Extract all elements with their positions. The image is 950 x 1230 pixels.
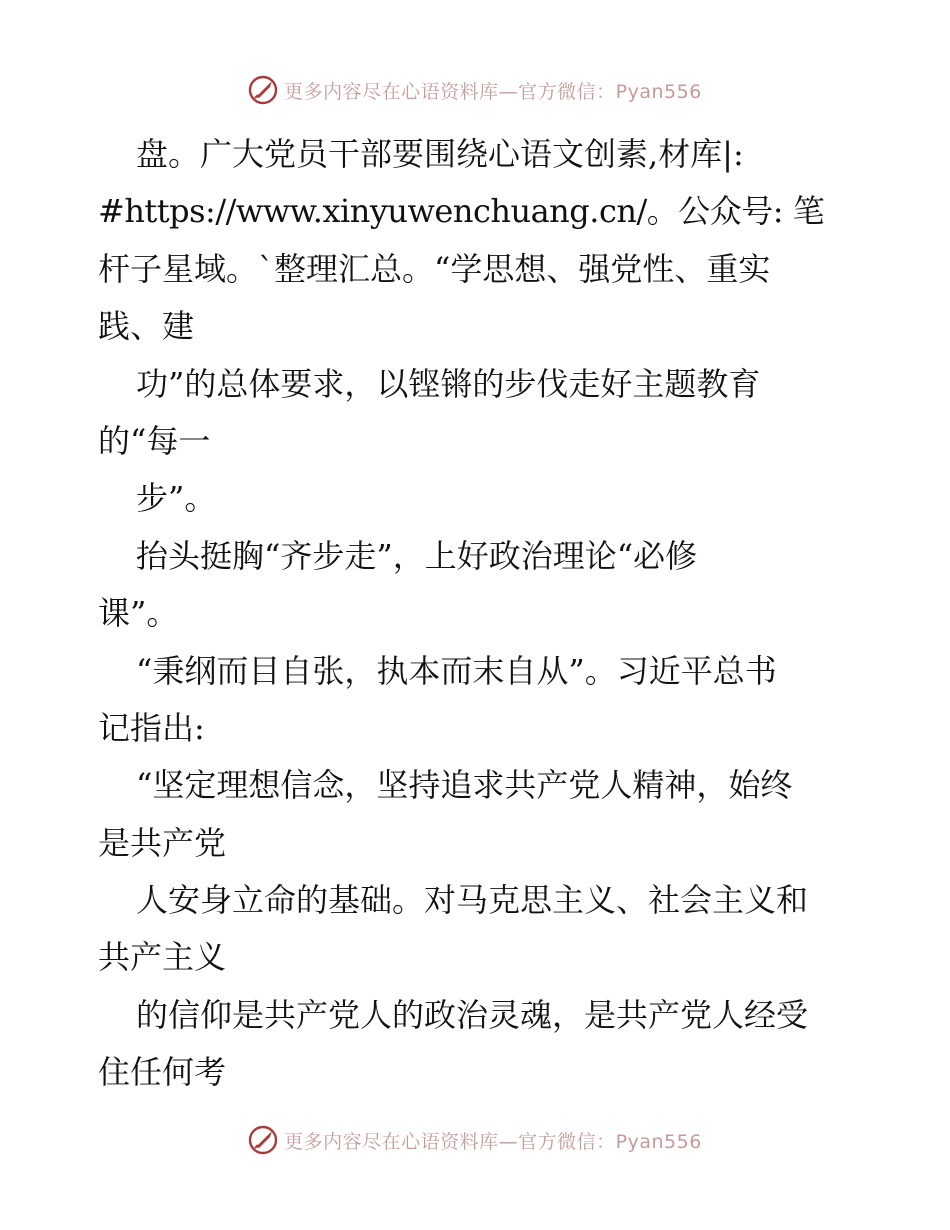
quill-pen-logo-icon <box>248 1125 278 1155</box>
body-line: “秉纲而目自张，执本而末自从”。习近平总书 <box>136 651 777 690</box>
body-line: 功”的总体要求，以铿锵的步伐走好主题教育 <box>136 364 761 403</box>
body-line: 的信仰是共产党人的政治灵魂，是共产党人经受 <box>136 995 809 1034</box>
body-line: 的“每一 <box>98 421 211 460</box>
footer-banner-text: 更多内容尽在心语资料库—官方微信：Pyan556 <box>284 1130 702 1153</box>
body-line: 是共产党 <box>98 823 227 862</box>
body-line: 共产主义 <box>98 938 227 977</box>
body-line: 课”。 <box>98 594 179 633</box>
body-line: 抬头挺胸“齐步走”，上好政治理论“必修 <box>136 536 698 575</box>
document-body <box>98 126 858 1102</box>
body-line: 盘。广大党员干部要围绕心语文创素,材库|: <box>136 135 744 173</box>
body-line: 践、建 <box>98 307 195 346</box>
footer-banner <box>0 1120 950 1160</box>
header-banner-text: 更多内容尽在心语资料库—官方微信：Pyan556 <box>284 80 702 103</box>
body-line: 步”。 <box>136 479 217 518</box>
body-line: 记指出: <box>98 708 205 747</box>
body-line: 住任何考 <box>98 1053 227 1092</box>
quill-pen-logo-icon <box>248 75 278 105</box>
header-banner <box>0 70 950 110</box>
body-line: 人安身立命的基础。对马克思主义、社会主义和 <box>136 881 809 920</box>
body-line: “坚定理想信念，坚持追求共产党人精神，始终 <box>136 766 793 805</box>
body-line: 杆子星域。`整理汇总。“学思想、强党性、重实 <box>98 249 771 288</box>
body-line: #https://www.xinyuwenchuang.cn/。公众号: 笔 <box>98 192 825 231</box>
